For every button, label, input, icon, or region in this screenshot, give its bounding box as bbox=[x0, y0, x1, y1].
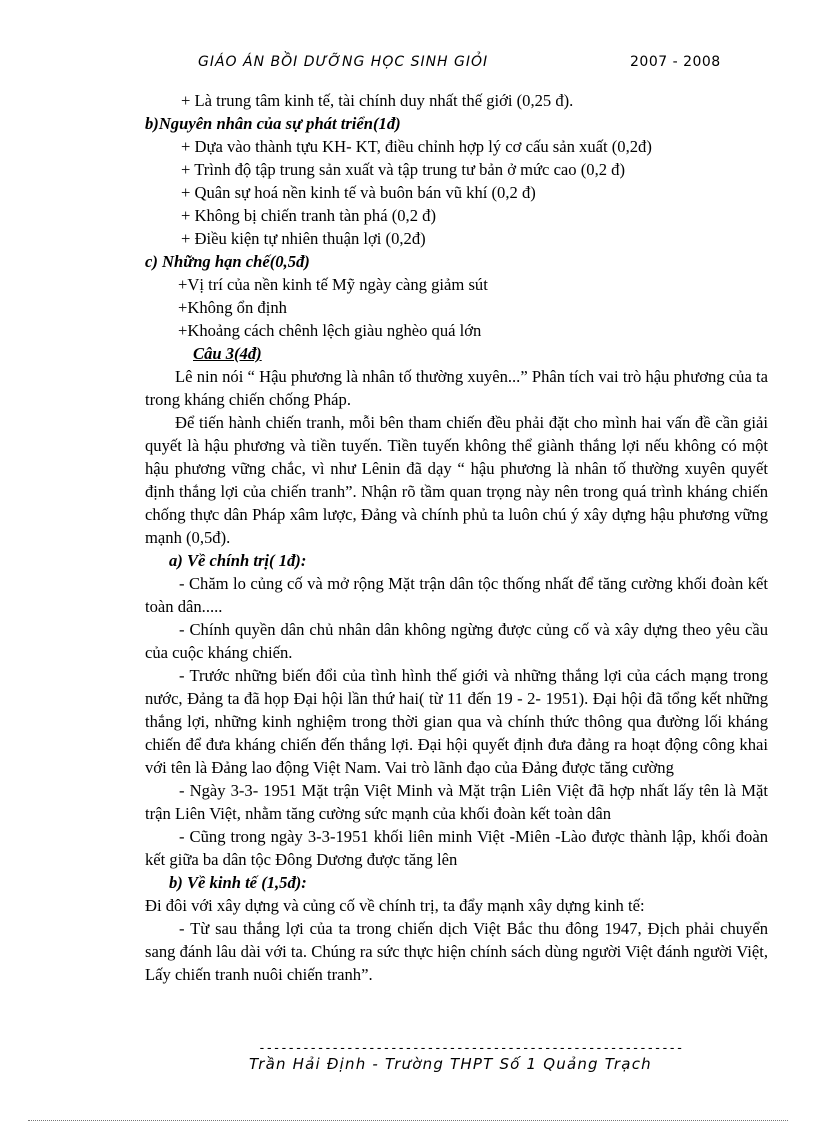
list-item: + Điều kiện tự nhiên thuận lợi (0,2đ) bbox=[181, 229, 426, 248]
list-item: +Vị trí của nền kinh tế Mỹ ngày càng giảm sút bbox=[178, 275, 488, 294]
page-header bbox=[0, 54, 816, 76]
paragraph: - Cũng trong ngày 3-3-1951 khối liên minh Việt -Miên -Lào được thành lập, khối đoàn kết giữa ba dân tộc Đông Dương được tăng lên bbox=[145, 827, 768, 869]
question-heading: Câu 3(4đ) bbox=[193, 344, 262, 363]
list-item: +Khoảng cách chênh lệch giàu nghèo quá lớn bbox=[178, 321, 482, 340]
header-year: 2007 - 2008 bbox=[630, 54, 721, 70]
section-heading-b: b)Nguyên nhân của sự phát triển(1đ) bbox=[145, 114, 401, 133]
section-heading-politics: a) Về chính trị( 1đ): bbox=[169, 551, 307, 570]
paragraph: Đi đôi với xây dựng và củng cố về chính trị, ta đẩy mạnh xây dựng kinh tế: bbox=[145, 896, 645, 915]
footer-author: Trần Hải Định - Trường THPT Số 1 Quảng Trạch bbox=[249, 1055, 652, 1073]
paragraph: - Từ sau thắng lợi của ta trong chiến dịch Việt Bắc thu đông 1947, Địch phải chuyển sang đánh lâu dài với ta. Chúng ra sức thực hiện chính sách dùng người Việt đánh người Việt, Lấy chiến tranh nuôi chiến tranh”. bbox=[145, 919, 768, 984]
list-item: + Dựa vào thành tựu KH- KT, điều chỉnh hợp lý cơ cấu sản xuất (0,2đ) bbox=[181, 137, 652, 156]
list-item: + Quân sự hoá nền kinh tế và buôn bán vũ khí (0,2 đ) bbox=[181, 183, 536, 202]
paragraph: - Ngày 3-3- 1951 Mặt trận Việt Minh và Mặt trận Liên Việt đã hợp nhất lấy tên là Mặt trận Liên Việt, nhằm tăng cường sức mạnh của khối đoàn kết toàn dân bbox=[145, 781, 768, 823]
body-line: + Là trung tâm kinh tế, tài chính duy nhất thế giới (0,25 đ). bbox=[181, 91, 574, 110]
list-item: + Không bị chiến tranh tàn phá (0,2 đ) bbox=[181, 206, 436, 225]
section-heading-c: c) Những hạn chế(0,5đ) bbox=[145, 252, 310, 271]
question-text: Lê nin nói “ Hậu phương là nhân tố thường xuyên...” Phân tích vai trò hậu phương của ta trong kháng chiến chống Pháp. bbox=[145, 367, 768, 409]
paragraph: - Chăm lo củng cố và mở rộng Mặt trận dân tộc thống nhất để tăng cường khối đoàn kết toàn dân..... bbox=[145, 574, 768, 616]
document-body bbox=[145, 89, 768, 986]
paragraph: - Chính quyền dân chủ nhân dân không ngừng được củng cố và xây dựng theo yêu cầu của cuộc kháng chiến. bbox=[145, 620, 768, 662]
intro-paragraph: Để tiến hành chiến tranh, mỗi bên tham chiến đều phải đặt cho mình hai vấn đề cần giải quyết là hậu phương và tiền tuyến. Tiền tuyến không thể giành thắng lợi nếu không có một hậu phương vững chắc, vì như Lênin đã dạy “ hậu phương là nhân tố thường xuyên quyết định thắng lợi của chiến tranh”. Nhận rõ tầm quan trọng này nên trong quá trình kháng chiến chống thực dân Pháp xâm lược, Đảng và chính phủ ta luôn chú ý xây dựng hậu phương vững mạnh (0,5đ). bbox=[145, 413, 768, 547]
header-title: GIÁO ÁN BỒI DƯỠNG HỌC SINH GIỎI bbox=[198, 54, 489, 70]
section-heading-economy: b) Về kinh tế (1,5đ): bbox=[169, 873, 307, 892]
footer-divider: ---------------------------------------------------------- bbox=[258, 1041, 683, 1056]
page-bottom-divider bbox=[28, 1120, 788, 1121]
list-item: +Không ổn định bbox=[178, 298, 287, 317]
paragraph: - Trước những biến đổi của tình hình thế giới và những thắng lợi của cách mạng trong nước, Đảng ta đã họp Đại hội lần thứ hai( từ 11 đến 19 - 2- 1951). Đại hội đã tổng kết những thắng lợi, những kinh nghiệm trong thời gian qua và chính thức thông qua đường lối kháng chiến để đưa kháng chiến đến thắng lợi. Đại hội quyết định đưa đảng ra hoạt động công khai với tên là Đảng lao động Việt Nam. Vai trò lãnh đạo của Đảng được tăng cường bbox=[145, 666, 768, 777]
list-item: + Trình độ tập trung sản xuất và tập trung tư bản ở mức cao (0,2 đ) bbox=[181, 160, 625, 179]
